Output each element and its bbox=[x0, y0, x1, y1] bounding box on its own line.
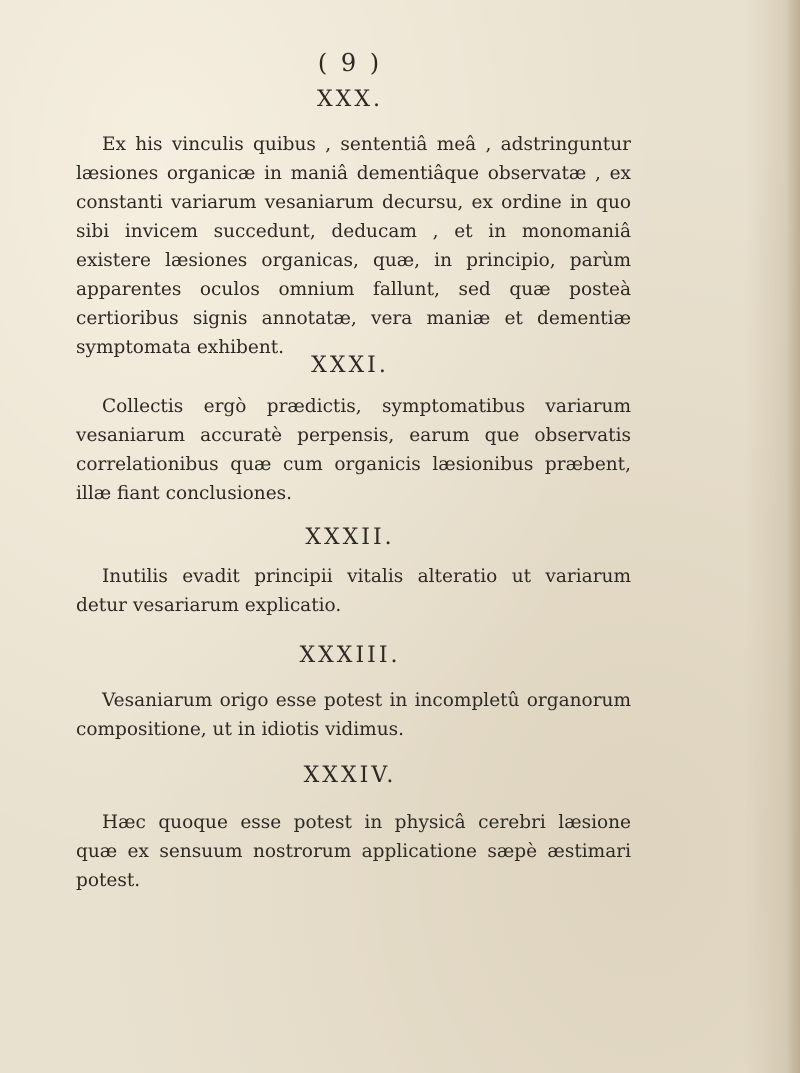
section-heading-xxx: XXX. bbox=[317, 87, 383, 112]
section-paragraph-xxxiii: Vesaniarum origo esse potest in incompletû organorum compositione, ut in idiotis vidimus. bbox=[76, 690, 631, 740]
section-paragraph-xxxi: Collectis ergò prædictis, symptomatibus variarum vesaniarum accuratè perpensis, earum que observatis correlationibus quæ cum organicis læsionibus præbent, illæ fiant conclusiones. bbox=[76, 396, 631, 504]
section-paragraph-xxx: Ex his vinculis quibus , sententiâ meâ , adstringuntur læsiones organicæ in maniâ dementiâque observatæ , ex constanti variarum vesaniarum decursu, ex ordine in quo sibi invicem succedunt, deducam , et in monomaniâ existere læsiones organicas, quæ, in principio, parùm apparentes oculos omnium fallunt, sed quæ posteà certioribus signis annotatæ, vera maniæ et dementiæ symptomata exhibent. bbox=[76, 134, 631, 358]
page-edge-shadow bbox=[786, 0, 800, 1073]
page-number: ( 9 ) bbox=[317, 49, 383, 77]
section-heading-xxxi: XXXI. bbox=[311, 353, 389, 378]
section-heading-xxxiv: XXXIV. bbox=[303, 763, 397, 788]
section-paragraph-xxxiv: Hæc quoque esse potest in physicâ cerebri læsione quæ ex sensuum nostrorum applicatione sæpè æstimari potest. bbox=[76, 812, 631, 891]
section-paragraph-xxxii: Inutilis evadit principii vitalis alteratio ut variarum detur vesariarum explicatio. bbox=[76, 566, 631, 616]
section-heading-xxxii: XXXII. bbox=[305, 525, 395, 550]
section-heading-xxxiii: XXXIII. bbox=[299, 643, 401, 668]
